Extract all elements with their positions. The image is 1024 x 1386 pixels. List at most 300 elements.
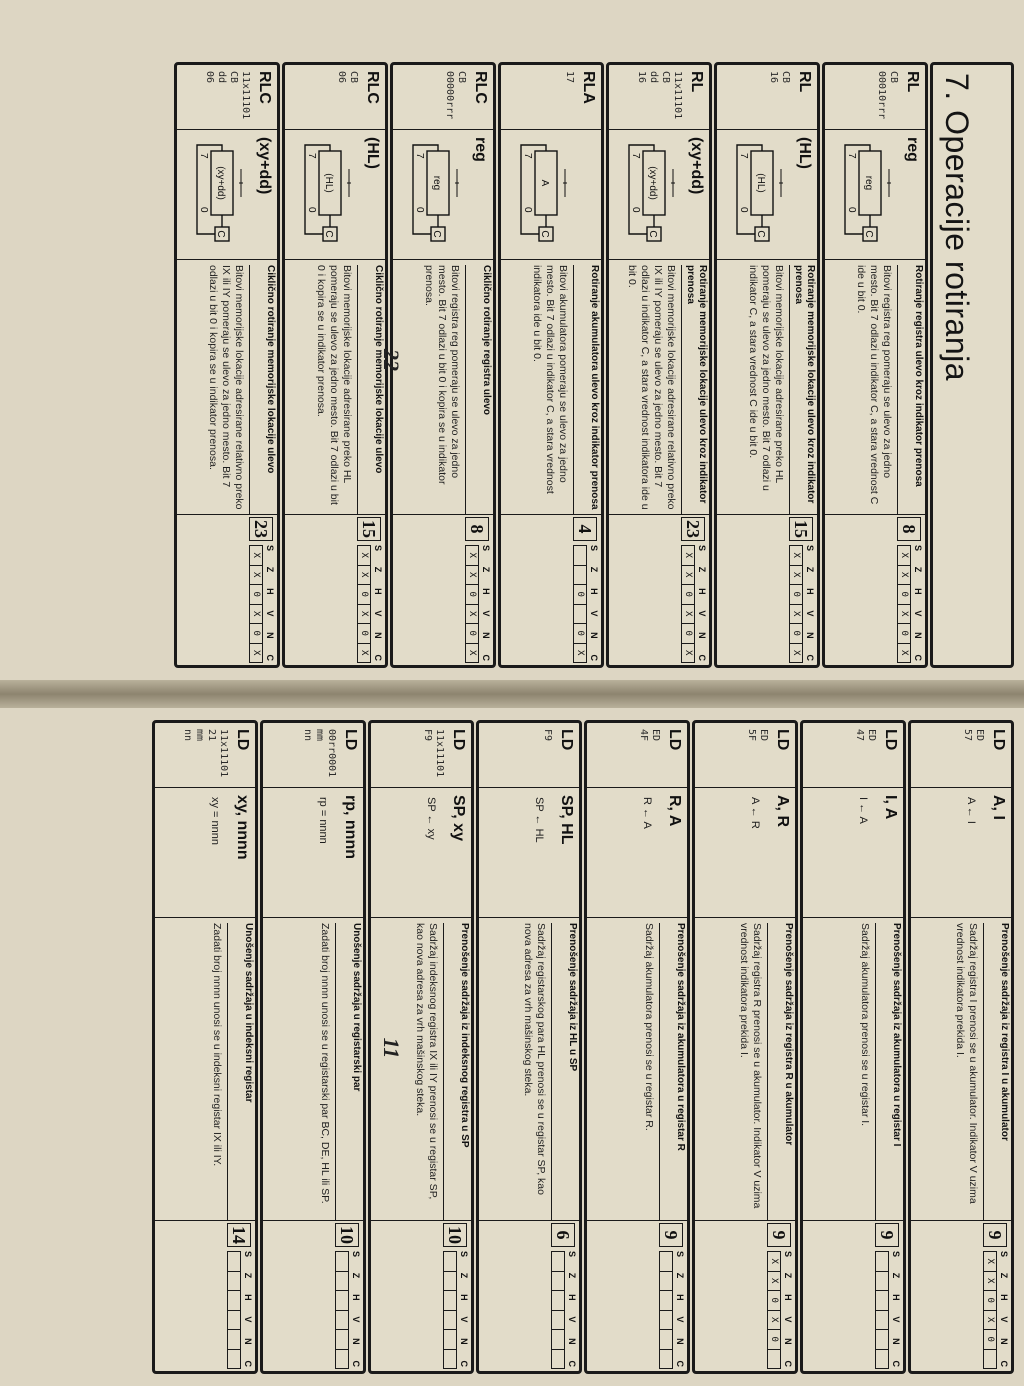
flag-value <box>444 1272 456 1292</box>
flag-label: N <box>373 632 383 639</box>
cycle-count: 14 <box>227 1223 251 1247</box>
instruction-description: Bitovi memorijske lokacije adresirane preko HL pomeraju se ulevo za jedno mesto. Bit 7 odlazi u bit 0 i kopira se u indikator prenosa. <box>315 265 353 505</box>
flag-label: C <box>913 654 923 661</box>
flag-label: V <box>891 1316 901 1323</box>
flag-value <box>660 1272 672 1292</box>
flag-label: S <box>373 545 383 552</box>
flag-label: N <box>697 632 707 639</box>
flag-label: V <box>675 1316 685 1323</box>
page-number: 11 <box>379 1037 404 1059</box>
flag-value <box>336 1311 348 1331</box>
flag-header <box>459 1251 469 1367</box>
flag-label: V <box>351 1316 361 1323</box>
flag-value <box>336 1350 348 1369</box>
mnemonic: RLC <box>256 71 273 104</box>
flag-label: Z <box>697 566 707 573</box>
shift-arrow-icon <box>347 169 351 197</box>
flags-column <box>609 514 709 665</box>
rotation-diagram <box>725 139 787 249</box>
flag-value: X <box>984 1252 996 1272</box>
flag-label: V <box>913 610 923 617</box>
rotation-diagram <box>617 139 679 249</box>
instruction-description: Sadržaj registarskog para HL prenosi se u registar SP, kao nova adresa za vrh mašinskog steka. <box>522 923 547 1195</box>
formula: SP ← HL <box>533 797 545 843</box>
flag-value <box>444 1291 456 1311</box>
flag-value: X <box>899 650 909 656</box>
flag-value: X <box>250 605 262 625</box>
flag-label: H <box>351 1294 361 1301</box>
formula: rp = nnnn <box>317 797 329 844</box>
flag-values <box>465 545 479 663</box>
flag-value: 0 <box>790 585 802 605</box>
instruction-title: Ciklično rotiranje registra ulevo <box>465 265 493 515</box>
flag-value: 0 <box>358 585 370 605</box>
description-column <box>825 259 925 515</box>
mnemonic: LD <box>342 729 359 751</box>
opcode: CB 06 <box>336 71 359 84</box>
operand-column <box>825 129 925 260</box>
flag-value: 0 <box>466 624 478 644</box>
flag-label: Z <box>265 566 275 573</box>
flag-value: X <box>359 650 369 656</box>
instruction-description: Sadržaj registra I prenosi se u akumulator. Indikator V uzima vrednost indikatora prekida I. <box>954 923 979 1204</box>
opcode: CB 16 <box>768 71 791 84</box>
flag-label: N <box>805 632 815 639</box>
flag-label: H <box>783 1294 793 1301</box>
flag-value <box>876 1350 888 1369</box>
flag-value: X <box>898 605 910 625</box>
description-column <box>609 259 709 515</box>
flag-label: N <box>589 632 599 639</box>
flag-value: X <box>768 1272 780 1292</box>
flag-label: N <box>783 1338 793 1345</box>
flag-value <box>876 1330 888 1350</box>
opcode: ED 47 <box>854 729 877 742</box>
register-label: (HL) <box>323 173 334 193</box>
flag-value <box>336 1252 348 1272</box>
opcode: 11x11101 CB dd 06 <box>204 71 251 120</box>
operand-column <box>717 129 817 260</box>
flags-column <box>263 1220 363 1371</box>
flag-label: V <box>999 1316 1009 1323</box>
flag-value: X <box>358 546 370 566</box>
rotation-diagram <box>185 139 247 249</box>
mnemonic-column <box>393 65 493 130</box>
flag-label: S <box>999 1251 1009 1258</box>
flag-values <box>335 1251 349 1369</box>
opcode: ED 4F <box>638 729 661 742</box>
flag-label: Z <box>783 1272 793 1279</box>
cycle-count: 8 <box>897 517 921 541</box>
bit-low-label: 0 <box>198 207 209 213</box>
operand-column <box>393 129 493 260</box>
flag-header <box>481 545 491 661</box>
flag-label: Z <box>913 566 923 573</box>
description-column <box>501 259 601 515</box>
right-page <box>0 708 1024 1386</box>
bit-high-label: 7 <box>738 153 749 159</box>
flag-label: N <box>675 1338 685 1345</box>
instruction-description: Bitovi akumulatora pomeraju se ulevo za jedno mesto. Bit 7 odlazi u indikator C, a stara vrednost indikatora ide u bit 0. <box>531 265 569 494</box>
description-column <box>803 917 903 1221</box>
flag-value <box>552 1291 564 1311</box>
register-label: (xy+dd) <box>215 166 226 200</box>
flag-label: H <box>265 588 275 595</box>
mnemonic-column <box>285 65 385 130</box>
flags-column <box>177 514 277 665</box>
flag-value: 0 <box>898 585 910 605</box>
flag-value: X <box>466 546 478 566</box>
instruction-description: Bitovi registra reg pomeraju se ulevo za jedno mesto. Bit 7 odlazi u bit 0 i kopira se u indikator prenosa. <box>423 265 461 485</box>
flag-value <box>444 1350 456 1369</box>
flag-value: 0 <box>682 624 694 644</box>
flag-label: N <box>265 632 275 639</box>
mnemonic: LD <box>774 729 791 751</box>
flag-label: N <box>999 1338 1009 1345</box>
description-column <box>695 917 795 1221</box>
mnemonic: RLC <box>472 71 489 104</box>
instruction-title: Ciklično rotiranje memorijske lokacije ulevo <box>249 265 277 515</box>
register-label: (HL) <box>755 173 766 193</box>
formula: I ← A <box>857 797 869 824</box>
formula: A ← R <box>749 797 761 829</box>
flag-value: X <box>898 546 910 566</box>
description-column <box>155 917 255 1221</box>
cycle-count: 9 <box>767 1223 791 1247</box>
flag-label: C <box>805 654 815 661</box>
flag-label: Z <box>675 1272 685 1279</box>
flag-label: V <box>373 610 383 617</box>
mnemonic-column <box>371 723 471 788</box>
opcode: 11x11101 F9 <box>422 729 445 778</box>
flag-label: C <box>351 1360 361 1367</box>
flag-value <box>228 1311 240 1331</box>
flag-value <box>660 1350 672 1369</box>
flag-label: V <box>459 1316 469 1323</box>
flag-value: 0 <box>790 624 802 644</box>
flag-label: C <box>459 1360 469 1367</box>
carry-label: C <box>647 230 658 238</box>
flag-label: H <box>459 1294 469 1301</box>
flag-label: C <box>697 654 707 661</box>
cycle-count: 6 <box>551 1223 575 1247</box>
instruction-description: Sadržaj akumulatora prenosi se u registar R. <box>643 923 655 1131</box>
carry-label: C <box>539 230 550 238</box>
cycle-count: 23 <box>681 517 705 541</box>
mnemonic: RL <box>688 71 705 93</box>
flags-column <box>479 1220 579 1371</box>
flag-value <box>336 1291 348 1311</box>
flag-label: C <box>373 654 383 661</box>
mnemonic: RL <box>904 71 921 93</box>
operand: (HL) <box>364 137 381 169</box>
shift-arrow-icon <box>887 169 891 197</box>
operand: R, A <box>666 795 683 827</box>
flag-label: C <box>265 654 275 661</box>
operand: rp, nnnn <box>342 795 359 859</box>
flag-label: N <box>891 1338 901 1345</box>
instruction-title: Ciklično rotiranje memorijske lokacije ulevo <box>357 265 385 515</box>
instruction-title: Prenošenje sadržaja iz registra R u akumulator <box>767 923 795 1221</box>
opcode: 00rr0001 mm nn <box>302 729 337 778</box>
flag-header <box>589 545 599 661</box>
bit-high-label: 7 <box>630 153 641 159</box>
flag-label: S <box>265 545 275 552</box>
instruction-title: Rotiranje memorijske lokacije ulevo kroz indikator prenosa <box>789 265 817 515</box>
flag-label: N <box>243 1338 253 1345</box>
flag-label: S <box>481 545 491 552</box>
flag-value <box>552 1350 564 1369</box>
carry-label: C <box>755 230 766 238</box>
page-number: 22 <box>379 349 404 371</box>
flag-label: H <box>891 1294 901 1301</box>
flag-label: Z <box>459 1272 469 1279</box>
flag-value <box>552 1272 564 1292</box>
flags-column <box>803 1220 903 1371</box>
instruction-description: Sadržaj registra R prenosi se u akumulator. Indikator V uzima vrednost indikatora prekida I. <box>738 923 763 1209</box>
mnemonic-column <box>825 65 925 130</box>
flag-label: H <box>373 588 383 595</box>
instruction-card <box>800 720 906 1374</box>
operand: xy, nnnn <box>234 795 251 860</box>
flag-label: C <box>243 1360 253 1367</box>
instruction-card <box>282 62 388 668</box>
operand: A, I <box>990 795 1007 820</box>
flag-value <box>876 1291 888 1311</box>
flags-column <box>155 1220 255 1371</box>
flag-values <box>897 545 911 663</box>
flags-column <box>285 514 385 665</box>
flag-label: S <box>913 545 923 552</box>
flag-value <box>552 1311 564 1331</box>
instruction-description: Bitovi memorijske lokacije adresirane relativno preko IX ili IY pomeraju se ulevo za jedno mesto. Bit 7 odlazi u indikator C, a stara vrednost indikatora ide u bit 0. <box>626 265 677 510</box>
bit-high-label: 7 <box>198 153 209 159</box>
mnemonic-column <box>155 723 255 788</box>
flag-label: C <box>567 1360 577 1367</box>
flag-value <box>768 1350 780 1369</box>
flag-values <box>357 545 371 663</box>
flag-label: C <box>589 654 599 661</box>
flag-value: X <box>466 605 478 625</box>
mnemonic-column <box>911 723 1011 788</box>
mnemonic: RLC <box>364 71 381 104</box>
carry-label: C <box>863 230 874 238</box>
operand-column <box>587 787 687 918</box>
flag-value <box>984 1350 996 1369</box>
instruction-card <box>152 720 258 1374</box>
flag-label: N <box>351 1338 361 1345</box>
instruction-description: Zadati broj nnnn unosi se u indeksni registar IX ili IY. <box>211 923 223 1167</box>
flag-label: H <box>243 1294 253 1301</box>
description-column <box>393 259 493 515</box>
instruction-description: Bitovi memorijske lokacije adresirane preko HL pomeraju se ulevo za jedno mesto. Bit 7 odlazi u indikator C, a stara vrednost C ide u bit 0. <box>747 265 785 491</box>
flag-value: X <box>768 1252 780 1272</box>
flag-label: S <box>567 1251 577 1258</box>
flag-value: X <box>682 546 694 566</box>
mnemonic: LD <box>882 729 899 751</box>
flag-header <box>783 1251 793 1367</box>
flags-column <box>501 514 601 665</box>
flag-value <box>552 1330 564 1350</box>
flag-label: V <box>805 610 815 617</box>
instruction-card <box>390 62 496 668</box>
operand: reg <box>472 137 489 162</box>
flag-value <box>660 1330 672 1350</box>
opcode: CB 00000rrr <box>444 71 467 120</box>
flag-value: 0 <box>984 1330 996 1350</box>
flag-value: 0 <box>250 585 262 605</box>
flag-values <box>443 1251 457 1369</box>
flag-label: C <box>481 654 491 661</box>
operand: (HL) <box>796 137 813 169</box>
flag-label: H <box>589 588 599 595</box>
operand-column <box>501 129 601 260</box>
cycle-count: 10 <box>443 1223 467 1247</box>
flag-value: X <box>791 650 801 656</box>
formula: SP ← xy <box>425 797 437 840</box>
formula: xy = nnnn <box>209 797 221 846</box>
flag-label: N <box>567 1338 577 1345</box>
flag-value: X <box>984 1311 996 1331</box>
flag-value: X <box>984 1272 996 1292</box>
carry-label: C <box>215 230 226 238</box>
flag-value: X <box>250 566 262 586</box>
instruction-card <box>260 720 366 1374</box>
flag-value: X <box>575 650 585 656</box>
instruction-card <box>174 62 280 668</box>
flag-values <box>681 545 695 663</box>
operand-column <box>911 787 1011 918</box>
mnemonic-column <box>587 723 687 788</box>
mnemonic-column <box>177 65 277 130</box>
flag-value <box>444 1330 456 1350</box>
mnemonic-column <box>803 723 903 788</box>
flags-column <box>695 1220 795 1371</box>
flag-header <box>567 1251 577 1367</box>
flag-label: V <box>783 1316 793 1323</box>
formula: A ← I <box>965 797 977 824</box>
flag-label: V <box>589 610 599 617</box>
bit-low-label: 0 <box>738 207 749 213</box>
instruction-title: Prenošenje sadržaja iz akumulatora u registar I <box>875 923 903 1221</box>
instruction-card <box>584 720 690 1374</box>
shift-arrow-icon <box>455 169 459 197</box>
flag-value <box>444 1311 456 1331</box>
description-column <box>285 259 385 515</box>
flag-label: Z <box>805 566 815 573</box>
instruction-description: Bitovi memorijske lokacije adresirane relativno preko IX ili IY pomeraju se ulevo za jedno mesto. Bit 7 odlazi u bit 0 i kopira se u indikator prenosa. <box>207 265 245 510</box>
flag-value <box>228 1350 240 1369</box>
flag-value: 0 <box>574 585 586 605</box>
cycle-count: 9 <box>983 1223 1007 1247</box>
opcode: ED 57 <box>962 729 985 742</box>
chapter-header <box>930 62 1014 668</box>
flag-label: Z <box>891 1272 901 1279</box>
flag-label: Z <box>481 566 491 573</box>
flag-label: V <box>481 610 491 617</box>
instruction-card <box>908 720 1014 1374</box>
page-gutter <box>0 680 1024 708</box>
mnemonic-column <box>717 65 817 130</box>
cycle-count: 23 <box>249 517 273 541</box>
flag-label: N <box>459 1338 469 1345</box>
flag-values <box>875 1251 889 1369</box>
flag-label: Z <box>999 1272 1009 1279</box>
mnemonic: LD <box>234 729 251 751</box>
flag-label: H <box>913 588 923 595</box>
operand-column <box>177 129 277 260</box>
opcode: 11x11101 21 mm nn <box>182 729 229 778</box>
operand-column <box>155 787 255 918</box>
instruction-description: Zadati broj nnnn unosi se u registarski par BC, DE, HL ili SP. <box>319 923 331 1204</box>
flag-label: S <box>589 545 599 552</box>
operand: A, R <box>774 795 791 827</box>
flag-label: H <box>805 588 815 595</box>
flag-label: S <box>459 1251 469 1258</box>
flag-values <box>551 1251 565 1369</box>
opcode: 11x11101 CB dd 16 <box>636 71 683 120</box>
flag-label: Z <box>351 1272 361 1279</box>
flag-header <box>805 545 815 661</box>
flag-value: X <box>467 650 477 656</box>
flag-value: 0 <box>768 1330 780 1350</box>
flag-values <box>659 1251 673 1369</box>
rotation-diagram <box>401 139 463 249</box>
bit-high-label: 7 <box>306 153 317 159</box>
description-column <box>263 917 363 1221</box>
flag-value <box>552 1252 564 1272</box>
flag-value: X <box>683 650 693 656</box>
flag-label: H <box>675 1294 685 1301</box>
flag-values <box>789 545 803 663</box>
opcode: ED 5F <box>746 729 769 742</box>
flag-value <box>660 1291 672 1311</box>
register-label: reg <box>431 175 442 191</box>
flag-value: X <box>898 566 910 586</box>
flag-value: X <box>768 1311 780 1331</box>
flag-value <box>574 566 586 586</box>
flag-label: S <box>891 1251 901 1258</box>
register-label: A <box>539 179 550 187</box>
flag-label: H <box>999 1294 1009 1301</box>
opcode: 17 <box>564 71 575 84</box>
operand: SP, xy <box>450 795 467 841</box>
flag-value: X <box>358 605 370 625</box>
bit-low-label: 0 <box>306 207 317 213</box>
operand: I, A <box>882 795 899 820</box>
cycle-count: 15 <box>789 517 813 541</box>
flag-label: S <box>697 545 707 552</box>
flag-header <box>373 545 383 661</box>
flag-value: 0 <box>898 624 910 644</box>
description-column <box>717 259 817 515</box>
instruction-description: Bitovi registra reg pomeraju se ulevo za jedno mesto. Bit 7 odlazi u indikator C, a stara vrednost C ide u bit 0. <box>855 265 893 505</box>
flag-label: Z <box>589 566 599 573</box>
flag-label: S <box>805 545 815 552</box>
operand: (xy+dd) <box>256 137 273 195</box>
flag-value <box>876 1272 888 1292</box>
flag-label: V <box>243 1316 253 1323</box>
flag-label: V <box>265 610 275 617</box>
flag-value: 0 <box>768 1291 780 1311</box>
flag-value: 0 <box>682 585 694 605</box>
flags-column <box>717 514 817 665</box>
register-label: (xy+dd) <box>647 166 658 200</box>
carry-label: C <box>323 230 334 238</box>
flags-column <box>393 514 493 665</box>
flag-label: C <box>999 1360 1009 1367</box>
instruction-card <box>692 720 798 1374</box>
